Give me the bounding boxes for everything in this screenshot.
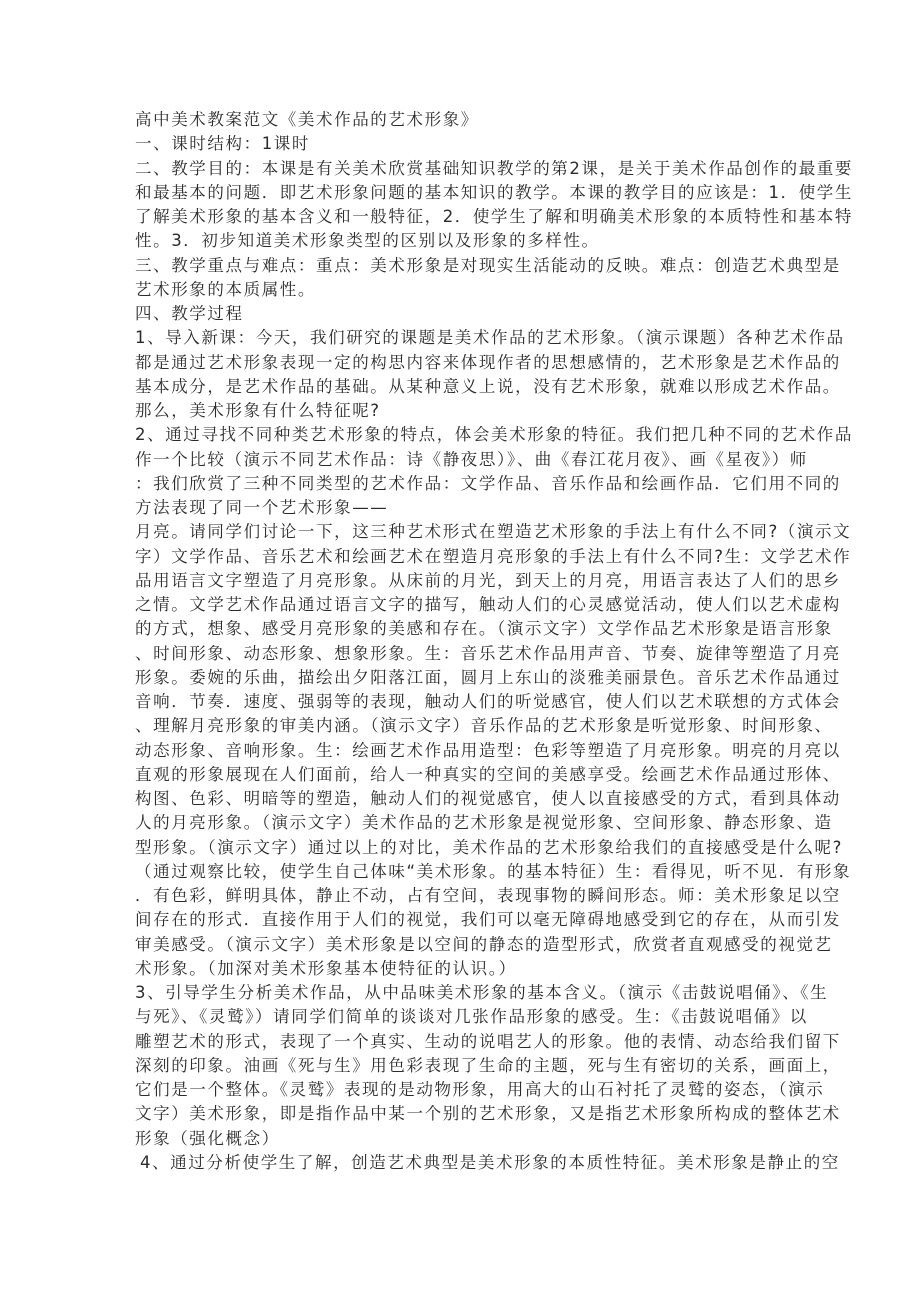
paragraph-line: 它们是一个整体。《灵鹫》表现的是动物形象，用高大的山石衬托了灵鹫的姿态，（演示 [135, 1080, 825, 1099]
paragraph-line: 品用语言文字塑造了月亮形象。从床前的月光，到天上的月亮，用语言表达了人们的思乡 [135, 570, 841, 590]
paragraph-line: 、理解月亮形象的审美内涵。（演示文字）音乐作品的艺术形象是听觉形象、时间形象、 [135, 716, 833, 736]
paragraph-line: 雕塑艺术的形式，表现了一个真实、生动的说唱艺人的形象。他的表情、动态给我们留下 [135, 1031, 841, 1051]
paragraph-line: 形象（强化概念） [135, 1128, 280, 1148]
paragraph-line: 动态形象、音响形象。生：绘画艺术作品用造型：色彩等塑造了月亮形象。明亮的月亮以 [135, 740, 841, 760]
paragraph-line: 之情。文学艺术作品通过语言文字的描写，触动人们的心灵感觉活动，使人们以艺术虚构 [135, 595, 841, 614]
paragraph-line: 三、教学重点与难点：重点：美术形象是对现实生活能动的反映。难点：创造艺术典型是 [135, 255, 841, 275]
paragraph-line: 型形象。（演示文字）通过以上的对比，美术作品的艺术形象给我们的直接感受是什么呢? [135, 837, 844, 857]
section-heading-lesson-structure: 一、课时结构：1课时 [135, 134, 310, 154]
paragraph-line: 都是通过艺术形象表现一定的构思内容来体现作者的思想感情的，艺术形象是艺术作品的 [135, 352, 841, 372]
paragraph-line: 间存在的形式．直接作用于人们的视觉，我们可以毫无障碍地感受到它的存在，从而引发 [135, 910, 841, 930]
paragraph-line: 构图、色彩、明暗等的塑造，触动人们的视觉感官，使人以直接感受的方式，看到具体动 [135, 789, 841, 808]
paragraph-line: 术形象。（加深对美术形象基本使特征的认识。） [135, 958, 517, 978]
paragraph-line: 和最基本的问题．即艺术形象问题的基本知识的教学。本课的教学目的应该是：1．使学生 [135, 182, 853, 202]
paragraph-line: 直观的形象展现在人们面前，给人一种真实的空间的美感享受。绘画艺术作品通过形体、 [135, 764, 841, 784]
paragraph-line: 文字）美术形象，即是指作品中某一个别的艺术形象，又是指艺术形象所构成的整体艺术 [135, 1104, 841, 1124]
paragraph-line: 方法表现了同一个艺术形象—— [135, 498, 389, 517]
paragraph-line: 3、引导学生分析美术作品，从中品味美术形象的基本含义。（演示《击鼓说唱俑》、《生 [135, 983, 829, 1002]
paragraph-line: 、时间形象、动态形象、想象形象。生：音乐艺术作品用声音、节奏、旋律等塑造了月亮 [135, 643, 841, 663]
paragraph-line: （通过观察比较，使学生自己体味“美术形象。的基本特征）生：看得见，听不见．有形象 [135, 861, 852, 881]
paragraph-line: 的方式，想象、感受月亮形象的美感和存在。（演示文字）文学作品艺术形象是语言形象 [135, 619, 833, 639]
paragraph-line: 基本成分，是艺术作品的基础。从某种意义上说，没有艺术形象，就难以形成艺术作品。 [135, 376, 841, 396]
paragraph-line: 艺术形象的本质属性。 [135, 279, 316, 299]
paragraph-line: 2、通过寻找不同种类艺术形象的特点，体会美术形象的特征。我们把几种不同的艺术作品 [135, 425, 853, 445]
document-body [135, 108, 853, 1175]
paragraph-line: 4、通过分析使学生了解，创造艺术典型是美术形象的本质性特征。美术形象是静止的空 [140, 1152, 840, 1172]
paragraph-line: 性。3．初步知道美术形象类型的区别以及形象的多样性。 [135, 231, 600, 251]
paragraph-line: 人的月亮形象。（演示文字）美术作品的艺术形象是视觉形象、空间形象、静态形象、造 [135, 813, 833, 833]
paragraph-line: ：我们欣赏了三种不同类型的艺术作品：文学作品、音乐作品和绘画作品．它们用不同的 [135, 473, 841, 493]
section-heading-teaching-process: 四、教学过程 [135, 304, 244, 323]
paragraph-line: 1、导入新课：今天，我们研究的课题是美术作品的艺术形象。（演示课题）各种艺术作品 [135, 328, 845, 348]
paragraph-line: 形象。委婉的乐曲，描绘出夕阳落江面，圆月上东山的淡雅美丽景色。音乐艺术作品通过 [135, 667, 841, 687]
paragraph-line: 二、教学目的：本课是有关美术欣赏基础知识教学的第2课，是关于美术作品创作的最重要 [135, 158, 853, 178]
paragraph-line: 字）文学作品、音乐艺术和绘画艺术在塑造月亮形象的手法上有什么不同?生：文学艺术作 [135, 546, 852, 566]
paragraph-line: 审美感受。（演示文字）美术形象是以空间的静态的造型形式，欣赏者直观感受的视觉艺 [135, 934, 833, 954]
paragraph-line: 作一个比较（演示不同艺术作品：诗《静夜思）》、曲《春江花月夜》、画《星夜》）师 [135, 449, 808, 469]
paragraph-line: 那么，美术形象有什么特征呢? [135, 401, 381, 420]
paragraph-line: 深刻的印象。油画《死与生》用色彩表现了生命的主题，死与生有密切的关系，画面上， [135, 1055, 841, 1075]
paragraph-line: 与死》、《灵鹫》）请同学们简单的谈谈对几张作品形象的感受。生：《击鼓说唱俑》以 [135, 1007, 808, 1027]
paragraph-line: ．有色彩，鲜明具体，静止不动，占有空间，表现事物的瞬间形态。师：美术形象足以空 [135, 886, 841, 905]
paragraph-line: 音响．节奏．速度、强弱等的表现，触动人们的听觉感官，使人们以艺术联想的方式体会 [135, 692, 841, 711]
paragraph-line: 月亮。请同学们讨论一下，这三种艺术形式在塑造艺术形象的手法上有什么不同?（演示文 [135, 522, 852, 542]
document-title: 高中美术教案范文《美术作品的艺术形象》 [135, 110, 479, 129]
paragraph-line: 了解美术形象的基本含义和一般特征，2．使学生了解和明确美术形象的本质特性和基本特 [135, 207, 853, 226]
